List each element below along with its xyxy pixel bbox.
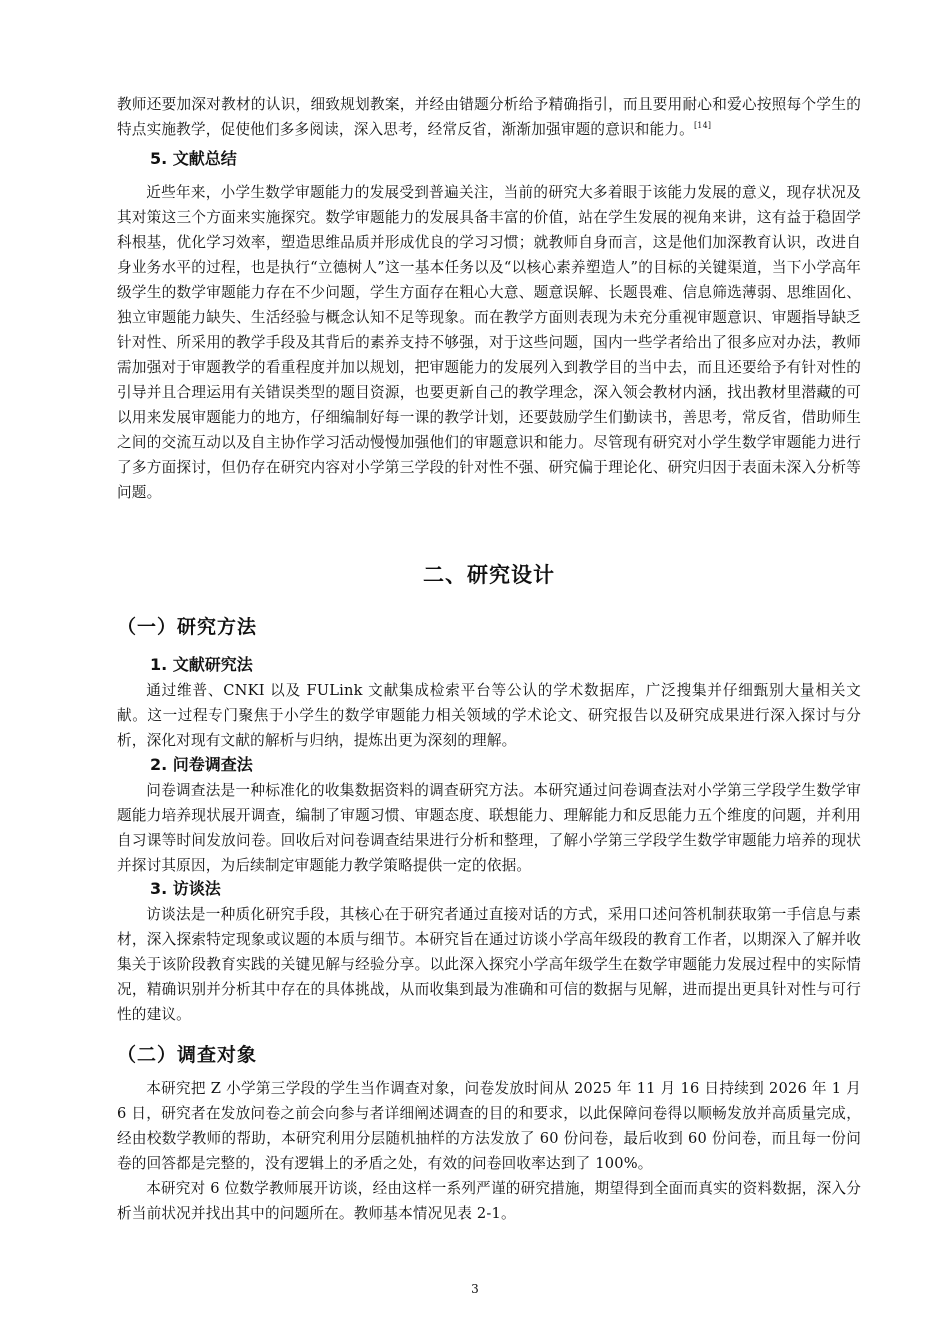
- method-literature-heading: 1. 文献研究法: [150, 655, 253, 674]
- method-literature: [117, 652, 861, 753]
- methods-heading: （一）研究方法: [117, 616, 258, 638]
- methods-section: [117, 612, 861, 642]
- method-interview: [117, 876, 861, 1027]
- method-interview-paragraph: 访谈法是一种质化研究手段，其核心在于研究者通过直接对话的方式，采用口述问答机制获取第一手信息与素材，深入探索特定现象或议题的本质与细节。本研究旨在通过访谈小学高年级段的教育工作者，以期深入了解并收集关于该阶段教育实践的关键见解与经验分享。以此深入探究小学高年级学生在数学审题能力发展过程中的实际情况，精确识别并分析其中存在的具体挑战，从而收集到最为准确和可信的数据与见解，进而提出更具针对性与可行性的建议。: [117, 906, 861, 1023]
- subjects-paragraph-2: 本研究对 6 位数学教师展开访谈，经由这样一系列严谨的研究措施，期望得到全面而真实的资料数据，深入分析当前状况并找出其中的问题所在。教师基本情况见表 2-1。: [117, 1180, 861, 1222]
- lit-summary-section: [117, 146, 861, 172]
- page-number: 3: [471, 1282, 479, 1296]
- method-questionnaire-heading: 2. 问卷调查法: [150, 755, 253, 774]
- method-questionnaire-paragraph: 问卷调查法是一种标准化的收集数据资料的调查研究方法。本研究通过问卷调查法对小学第三学段学生数学审题能力培养现状展开调查，编制了审题习惯、审题态度、联想能力、理解能力和反思能力五个维度的问题，并利用自习课等时间发放问卷。回收后对问卷调查结果进行分析和整理，了解小学第三学段学生数学审题能力培养的现状并探讨其原因，为后续制定审题能力教学策略提供一定的依据。: [117, 782, 861, 874]
- intro-paragraph: [117, 92, 861, 142]
- lit-summary-body: [117, 180, 861, 505]
- method-interview-heading: 3. 访谈法: [150, 879, 221, 898]
- citation-marker: [14]: [693, 121, 712, 130]
- chapter-block: [117, 560, 861, 590]
- subjects-section: [117, 1040, 861, 1070]
- method-questionnaire: [117, 752, 861, 878]
- lit-summary-paragraph: 近些年来，小学生数学审题能力的发展受到普遍关注，当前的研究大多着眼于该能力发展的意义，现存状况及其对策这三个方面来实施探究。数学审题能力的发展具备丰富的价值，站在学生发展的视角来讲，这有益于稳固学科根基，优化学习效率，塑造思维品质并形成优良的学习习惯；就教师自身而言，这是他们加深教育认识，改进自身业务水平的过程，也是执行“立德树人”这一基本任务以及“以核心素养塑造人”的目标的关键渠道，当下小学高年级学生的数学审题能力存在不少问题，学生方面存在粗心大意、题意误解、长题畏难、信息筛选薄弱、思维固化、独立审题能力缺失、生活经验与概念认知不足等现象。而在教学方面则表现为未充分重视审题意识、审题指导缺乏针对性、所采用的教学手段及其背后的素养支持不够强，对于这些问题，国内一些学者给出了很多应对办法，教师需加强对于审题教学的看重程度并加以规划，把审题能力的发展列入到教学目的当中去，而且还要给予有针对性的引导并且合理运用有关错误类型的题目资源，也要更新自己的教学理念，深入领会教材内涵，找出教材里潜藏的可以用来发展审题能力的地方，仔细编制好每一课的教学计划，还要鼓励学生们勤读书，善思考，常反省，借助师生之间的交流互动以及自主协作学习活动慢慢加强他们的审题意识和能力。尽管现有研究对小学生数学审题能力进行了多方面探讨，但仍存在研究内容对小学第三学段的针对性不强、研究偏于理论化、研究归因于表面未深入分析等问题。: [117, 184, 861, 501]
- intro-block: [117, 92, 861, 142]
- subjects-body: [117, 1076, 861, 1226]
- subjects-paragraph-1: 本研究把 Z 小学第三学段的学生当作调查对象，问卷发放时间从 2025 年 11 月 16 日持续到 2026 年 1 月 6 日，研究者在发放问卷之前会向参与者详细阐述调查的目的和要求，以此保障问卷得以顺畅发放并高质量完成，经由校数学教师的帮助，本研究利用分层随机抽样的方法发放了 60 份问卷，最后收到 60 份问卷，而且每一份问卷的回答都是完整的，没有逻辑上的矛盾之处，有效的问卷回收率达到了 100%。: [117, 1080, 861, 1172]
- lit-summary-heading: 5. 文献总结: [150, 149, 237, 168]
- intro-text: 教师还要加深对教材的认识，细致规划教案，并经由错题分析给予精确指引，而且要用耐心和爱心按照每个学生的特点实施教学，促使他们多多阅读，深入思考，经常反省，渐渐加强审题的意识和能力。: [117, 96, 861, 138]
- method-literature-paragraph: 通过维普、CNKI 以及 FULink 文献集成检索平台等公认的学术数据库，广泛搜集并仔细甄别大量相关文献。这一过程专门聚焦于小学生的数学审题能力相关领域的学术论文、研究报告以及研究成果进行深入探讨与分析，深化对现有文献的解析与归纳，提炼出更为深刻的理解。: [117, 682, 861, 749]
- chapter-title: 二、研究设计: [423, 563, 555, 587]
- subjects-heading: （二）调查对象: [117, 1044, 258, 1066]
